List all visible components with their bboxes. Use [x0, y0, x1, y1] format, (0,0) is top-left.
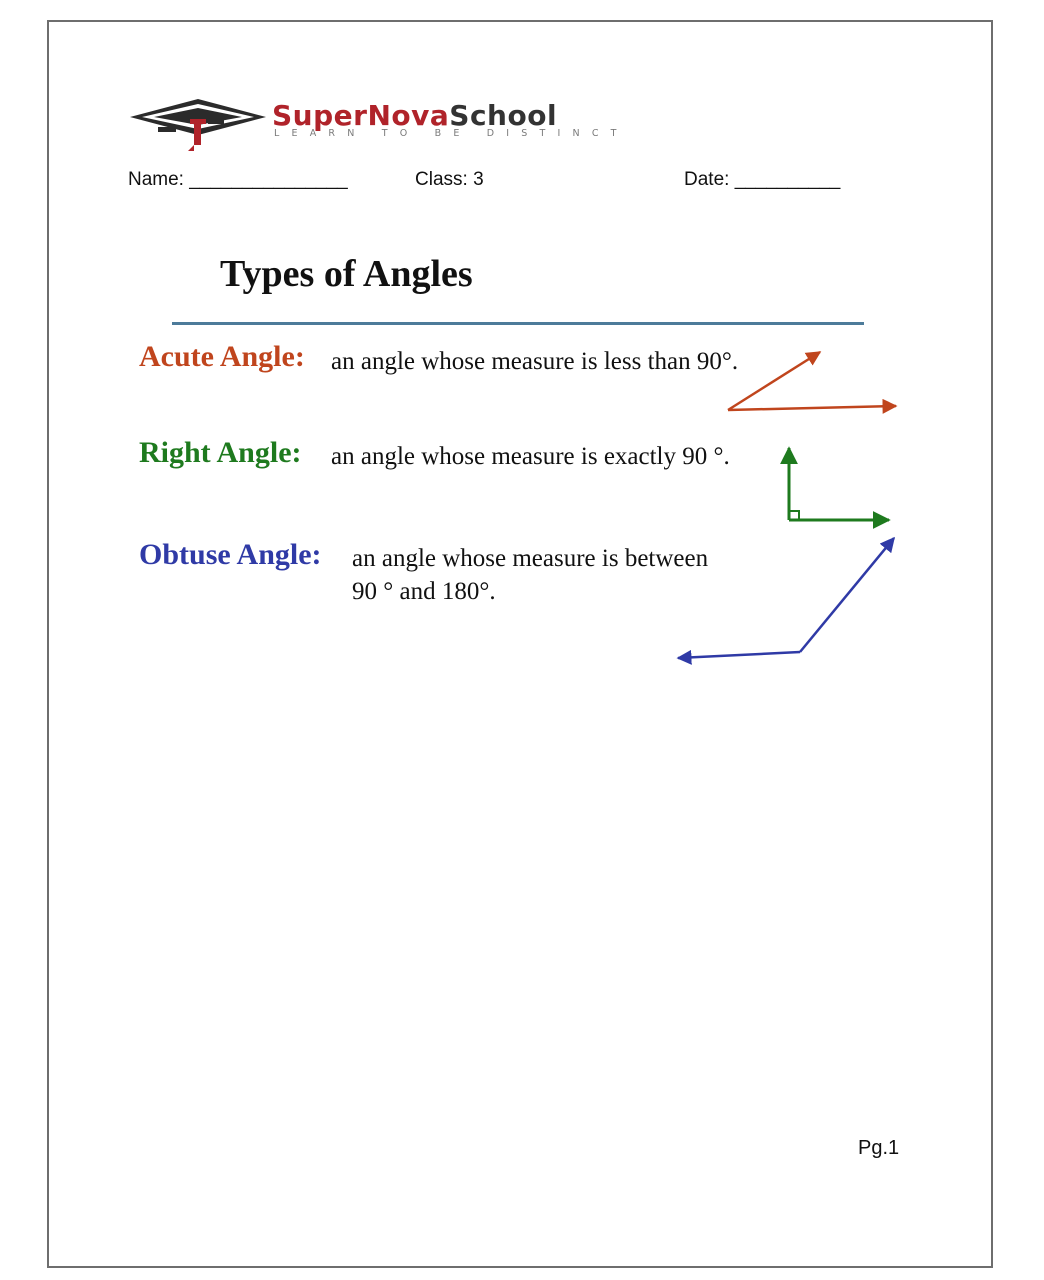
acute-angle-diagram — [728, 352, 896, 410]
obtuse-definition-line2: 90 ° and 180°. — [352, 578, 496, 605]
obtuse-definition-line1: an angle whose measure is between — [352, 545, 709, 572]
logo-word-nova: Nova — [367, 99, 450, 132]
right-angle-diagram — [789, 448, 889, 520]
logo-word-super: Super — [272, 99, 368, 132]
page-number: Pg.1 — [858, 1137, 900, 1159]
right-angle-term: Right Angle: — [139, 436, 302, 469]
name-field: Name: _______________ — [128, 169, 348, 190]
class-field: Class: 3 — [415, 169, 484, 190]
obtuse-angle-diagram — [678, 538, 894, 658]
logo-word-school: School — [449, 99, 558, 132]
obtuse-angle-term: Obtuse Angle: — [139, 538, 322, 571]
logo-tagline: LEARN TO BE DISTINCT — [274, 128, 629, 139]
acute-angle-definition: an angle whose measure is less than 90°. — [331, 348, 739, 375]
page-title: Types of Angles — [220, 253, 473, 295]
acute-angle-term: Acute Angle: — [139, 340, 305, 373]
date-field: Date: __________ — [684, 169, 841, 190]
right-angle-definition: an angle whose measure is exactly 90 °. — [331, 443, 730, 470]
